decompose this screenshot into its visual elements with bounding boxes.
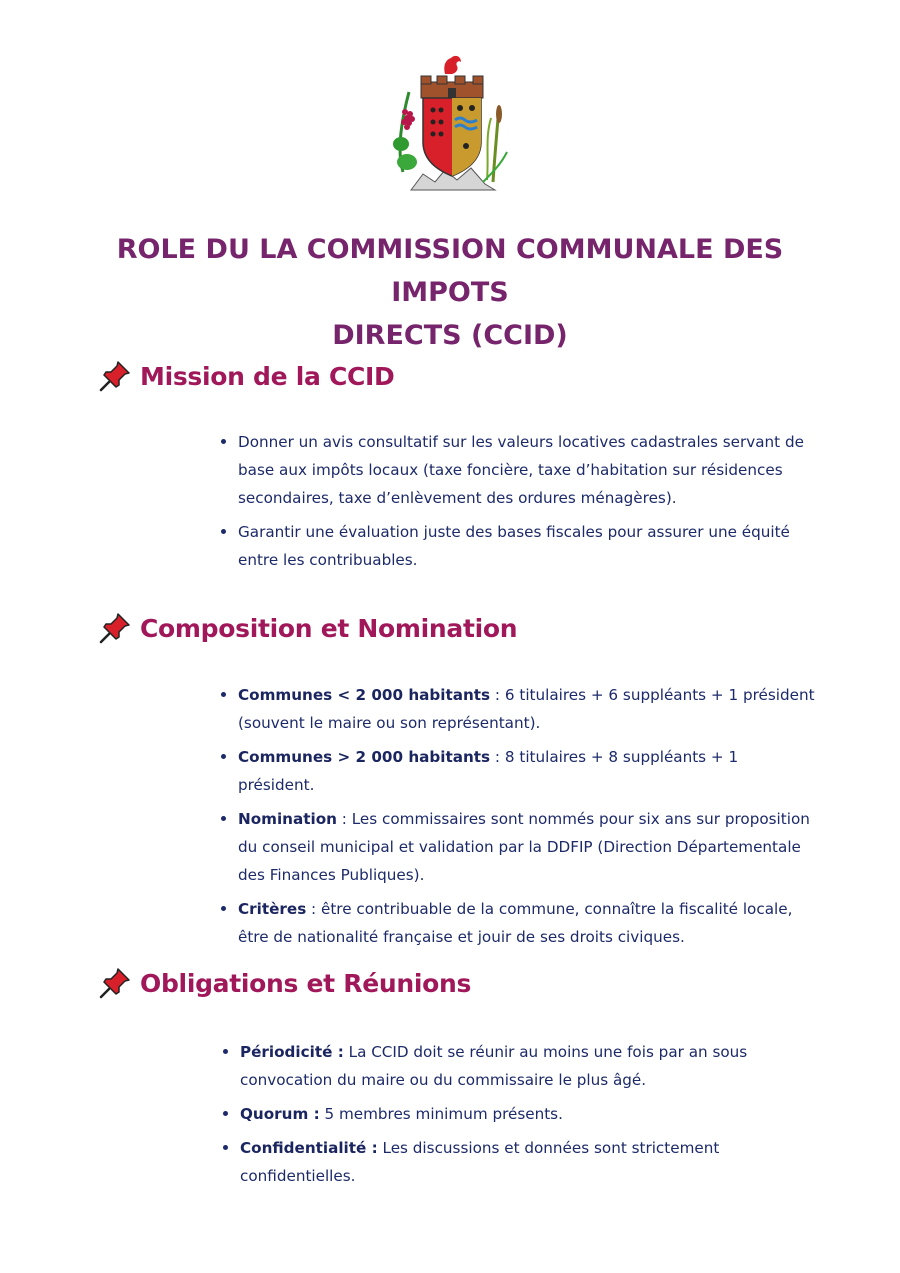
pushpin-icon — [98, 359, 132, 393]
coat-of-arms-image — [393, 52, 509, 198]
list-item: Quorum : 5 membres minimum présents. — [240, 1100, 760, 1128]
list-item: Garantir une évaluation juste des bases fiscales pour assurer une équité entre les contribuables. — [238, 518, 818, 574]
list-item: Donner un avis consultatif sur les valeurs locatives cadastrales servant de base aux impôts locaux (taxe foncière, taxe d’habitation sur résidences secondaires, taxe d’enlèvement des ordures ménagères). — [238, 428, 818, 512]
section-heading-composition — [98, 610, 517, 646]
page-title-line1: ROLE DU LA COMMISSION COMMUNALE DES IMPOTS — [116, 234, 784, 308]
page-title — [60, 228, 840, 357]
composition-list — [238, 681, 818, 957]
list-item: Confidentialité : Les discussions et données sont strictement confidentielles. — [240, 1134, 760, 1190]
obligations-list — [240, 1038, 760, 1196]
section-title: Mission de la CCID — [140, 361, 395, 391]
section-heading-mission — [98, 358, 395, 394]
mission-list — [238, 428, 818, 580]
section-heading-obligations — [98, 965, 471, 1001]
list-item: Critères : être contribuable de la commune, connaître la fiscalité locale, être de nationalité française et jouir de ses droits civiques. — [238, 895, 818, 951]
list-item: Communes > 2 000 habitants : 8 titulaires + 8 suppléants + 1 président. — [238, 743, 818, 799]
list-item: Nomination : Les commissaires sont nommés pour six ans sur proposition du conseil municipal et validation par la DDFIP (Direction Départementale des Finances Publiques). — [238, 805, 818, 889]
pushpin-icon — [98, 611, 132, 645]
list-item: Périodicité : La CCID doit se réunir au moins une fois par an sous convocation du maire ou du commissaire le plus âgé. — [240, 1038, 760, 1094]
section-title: Obligations et Réunions — [140, 968, 472, 998]
pushpin-icon — [98, 966, 132, 1000]
list-item: Communes < 2 000 habitants : 6 titulaires + 6 suppléants + 1 président (souvent le maire ou son représentant). — [238, 681, 818, 737]
section-title: Composition et Nomination — [140, 613, 518, 643]
page-title-line2: DIRECTS (CCID) — [332, 320, 568, 351]
